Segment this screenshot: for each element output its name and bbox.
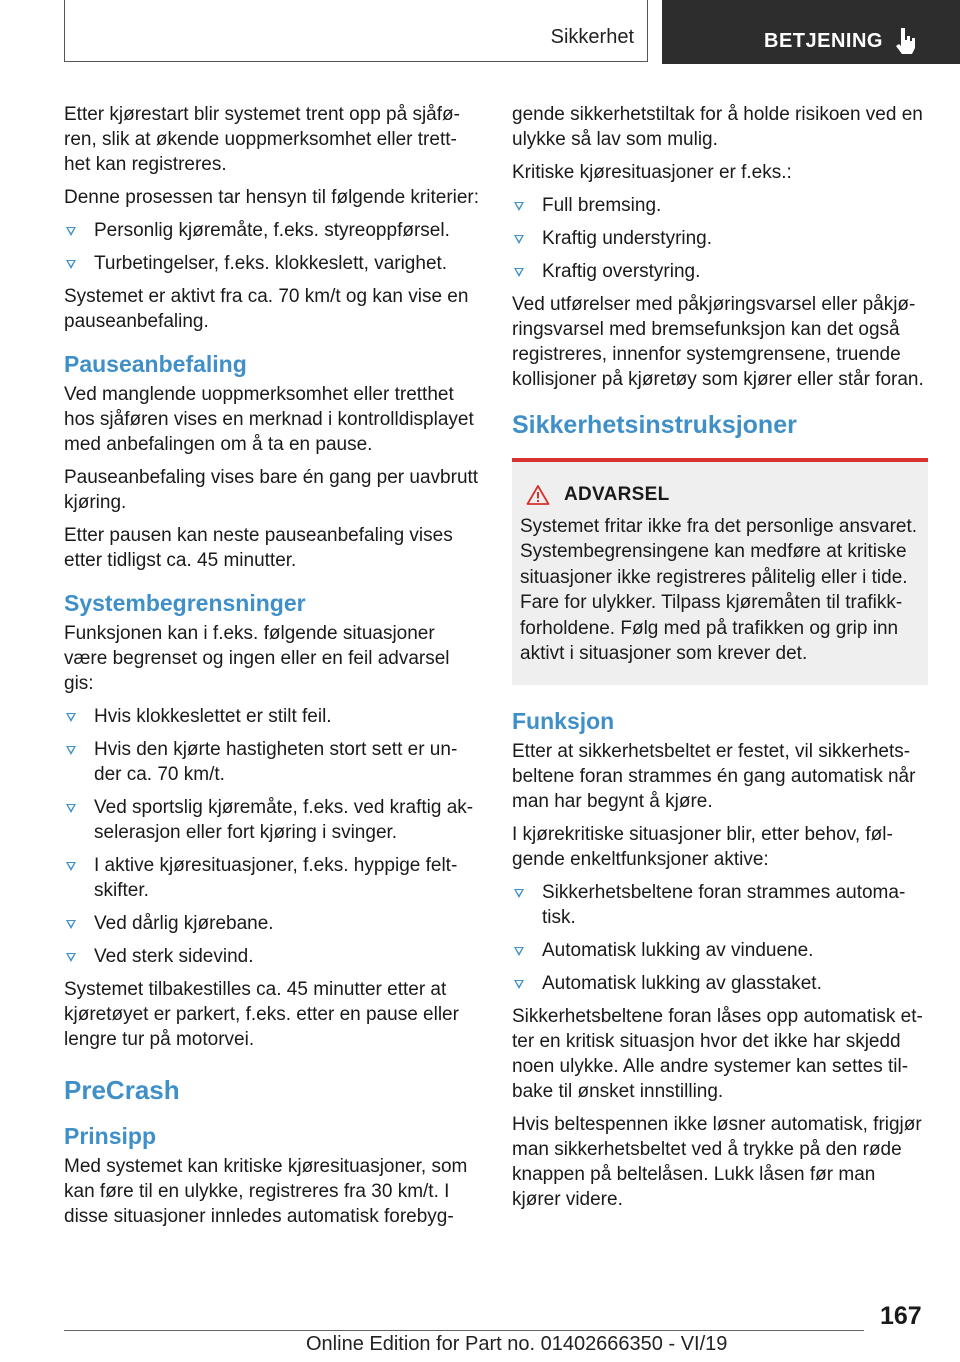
list-item xyxy=(64,737,480,787)
triangle-bullet-icon xyxy=(66,862,76,871)
triangle-bullet-icon xyxy=(514,947,524,956)
limitations-list xyxy=(64,704,480,969)
warning-triangle-icon xyxy=(526,484,550,506)
paragraph: I kjørekritiske situasjoner blir, etter behov, føl-gende enkeltfunksjoner aktive: xyxy=(512,823,893,870)
section-heading: Funksjon xyxy=(512,707,615,734)
section-heading: Pauseanbefaling xyxy=(64,351,247,377)
list-item xyxy=(512,880,928,930)
paragraph: Pauseanbefaling vises bare én gang per uavbrutt kjøring. xyxy=(64,467,479,513)
triangle-bullet-icon xyxy=(66,804,76,813)
list-item-text: Kraftig overstyring. xyxy=(542,261,701,282)
list-item xyxy=(512,193,928,218)
paragraph: Funksjonen kan i f.eks. følgende situasjoner være begrenset og ingen eller en feil advarsel gis: xyxy=(64,623,450,694)
footer-edition-text: Online Edition for Part no. 01402666350 - VI/19 xyxy=(306,1333,728,1355)
header-section-title: Sikkerhet xyxy=(550,26,634,48)
warning-text: Systemet fritar ikke fra det personlige ansvaret. Systembegrensingene kan medføre at kritiske situasjoner ikke registreres pålitelig eller i tide. Fare for ulykker. Tilpass kjøremåten til trafikk-forholdene. Følg med på trafikken og grip inn aktivt i situasjoner som krever det. xyxy=(520,515,918,664)
list-item xyxy=(512,226,928,251)
paragraph: Ved utførelser med påkjøringsvarsel eller påkjø-ringsvarsel med bremsefunksjon kan det også registreres, innenfor systemgrensene, truende kollisjoner på kjøretøy som kjører eller står foran. xyxy=(512,294,924,390)
list-item-text: Ved sterk sidevind. xyxy=(94,946,254,967)
list-item-text: Turbetingelser, f.eks. klokkeslett, varighet. xyxy=(94,253,448,274)
criteria-list xyxy=(64,218,480,276)
section-heading: Systembegrensninger xyxy=(64,590,306,616)
paragraph: Hvis beltespennen ikke løsner automatisk, frigjør man sikkerhetsbeltet ved å trykke på den røde knappen på beltelåsen. Lukk låsen før man kjører videre. xyxy=(512,1113,922,1210)
list-item xyxy=(64,944,480,969)
triangle-bullet-icon xyxy=(514,235,524,244)
list-item xyxy=(64,911,480,936)
page-number: 167 xyxy=(880,1302,922,1330)
list-item-text: Ved sportslig kjøremåte, f.eks. ved kraftig ak-selerasjon eller fort kjøring i svinger. xyxy=(94,797,474,843)
list-item-text: Full bremsing. xyxy=(542,195,662,216)
footer-divider xyxy=(64,1330,864,1331)
list-item xyxy=(512,259,928,284)
chapter-tab-label: BETJENING xyxy=(764,30,883,52)
triangle-bullet-icon xyxy=(514,889,524,898)
list-item-text: Automatisk lukking av glasstaket. xyxy=(542,972,822,994)
triangle-bullet-icon xyxy=(66,746,76,755)
triangle-bullet-icon xyxy=(514,980,524,989)
list-item xyxy=(64,704,480,729)
list-item-text: Hvis den kjørte hastigheten stort sett er un-der ca. 70 km/t. xyxy=(94,739,458,785)
paragraph: Sikkerhetsbeltene foran låses opp automatisk et-ter en kritisk situasjon hvor det ikke har skjedd noen ulykke. Alle andre systemer kan settes til-bake til ønsket innstilling. xyxy=(512,1005,923,1102)
list-item xyxy=(512,938,928,963)
left-column xyxy=(64,102,480,1237)
triangle-bullet-icon xyxy=(66,713,76,722)
warning-title: ADVARSEL xyxy=(564,484,670,505)
paragraph: Ved manglende uoppmerksomhet eller tretthet hos sjåføren vises en merknad i kontrolldisplayet med anbefalingen om å ta en pause. xyxy=(64,384,474,455)
list-item-text: Sikkerhetsbeltene foran strammes automa-tisk. xyxy=(542,881,906,928)
triangle-bullet-icon xyxy=(66,920,76,929)
paragraph: Kritiske kjøresituasjoner er f.eks.: xyxy=(512,162,792,183)
triangle-bullet-icon xyxy=(514,268,524,277)
paragraph: Systemet er aktivt fra ca. 70 km/t og kan vise en pauseanbefaling. xyxy=(64,286,469,332)
chapter-heading: PreCrash xyxy=(64,1075,180,1105)
section-heading: Sikkerhetsinstruksjoner xyxy=(512,411,797,439)
list-item-text: Ved dårlig kjørebane. xyxy=(94,913,274,934)
paragraph: Etter kjørestart blir systemet trent opp på sjåfø-ren, slik at økende uoppmerksomhet eller trett-het kan registreres. xyxy=(64,104,460,175)
list-item-text: I aktive kjøresituasjoner, f.eks. hyppige felt-skifter. xyxy=(94,855,458,901)
critical-situations-list xyxy=(512,193,928,284)
warning-box xyxy=(512,458,928,685)
triangle-bullet-icon xyxy=(514,202,524,211)
triangle-bullet-icon xyxy=(66,260,76,269)
triangle-bullet-icon xyxy=(66,227,76,236)
functions-list xyxy=(512,880,928,996)
hand-pointer-icon xyxy=(893,26,919,56)
paragraph: Systemet tilbakestilles ca. 45 minutter etter at kjøretøyet er parkert, f.eks. etter en pause eller lengre tur på motorvei. xyxy=(64,979,459,1050)
paragraph: Denne prosessen tar hensyn til følgende kriterier: xyxy=(64,187,480,208)
paragraph: Etter pausen kan neste pauseanbefaling vises etter tidligst ca. 45 minutter. xyxy=(64,525,453,571)
list-item xyxy=(64,853,480,903)
warning-header xyxy=(520,482,918,508)
list-item xyxy=(64,218,480,243)
list-item xyxy=(64,251,480,276)
section-heading: Prinsipp xyxy=(64,1123,157,1149)
paragraph: gende sikkerhetstiltak for å holde risikoen ved en ulykke så lav som mulig. xyxy=(512,104,923,150)
paragraph: Med systemet kan kritiske kjøresituasjoner, som kan føre til en ulykke, registreres fra 30 km/t. I disse situasjoner innledes automatisk forebyg- xyxy=(64,1156,468,1227)
list-item xyxy=(64,795,480,845)
list-item-text: Personlig kjøremåte, f.eks. styreoppførsel. xyxy=(94,220,450,241)
list-item-text: Hvis klokkeslettet er stilt feil. xyxy=(94,706,332,727)
list-item xyxy=(512,971,928,996)
paragraph: Etter at sikkerhetsbeltet er festet, vil sikkerhets-beltene foran strammes én gang automatisk når man har begynt å kjøre. xyxy=(512,740,916,812)
list-item-text: Kraftig understyring. xyxy=(542,228,713,249)
triangle-bullet-icon xyxy=(66,953,76,962)
right-column xyxy=(512,102,928,1220)
list-item-text: Automatisk lukking av vinduene. xyxy=(542,939,814,961)
